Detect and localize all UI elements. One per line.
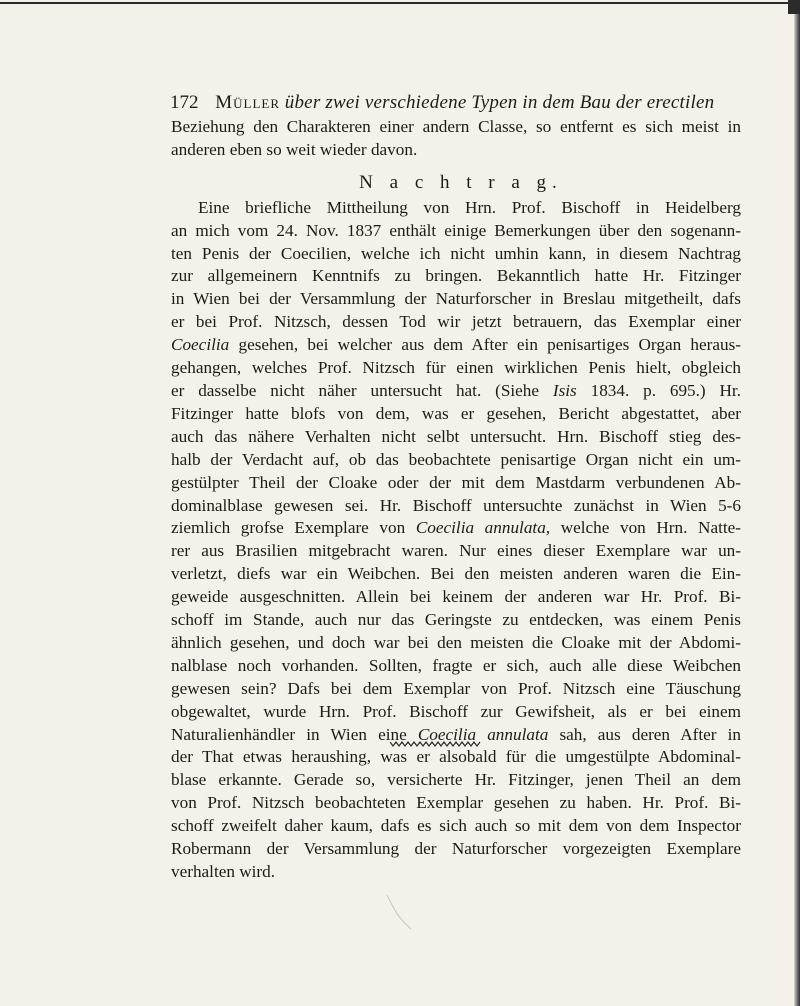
text-line: Beziehung den Charakteren einer andern Classe, so entfernt es sich meist in [171,117,741,136]
header-title: über zwei verschiedene Typen in dem Bau der erectilen [284,92,715,113]
text-run: gesehen, bei welcher aus dem After ein penisartiges Organ heraus- [229,335,741,355]
text-line: auch das nähere Verhalten nicht selbt untersucht. Hrn. Bischoff stieg des- [171,426,741,446]
paper-mark [385,893,415,933]
text-run: 1834. p. 695.) Hr. [576,380,741,400]
italic-term: Coecilia annulata [417,724,549,744]
section-title: N a c h t r a g. [359,171,563,193]
italic-term: Coecilia [171,335,230,355]
page-edge-tab [788,0,800,14]
text-line: rer aus Brasilien mitgebracht waren. Nur eines dieser Exemplare war un- [171,541,741,561]
text-line: anderen eben so weit wieder davon. [171,139,418,159]
text-line: schoff zweifelt daher kaum, dafs es sich auch so mit dem von dem Inspector [171,816,741,836]
text-run: er dasselbe nicht näher untersucht hat. (Siehe [171,380,553,400]
text-line: ten Penis der Coecilien, welche ich nicht umhin kann, in diesem Nachtrag [171,243,741,263]
italic-term: Isis [552,380,577,400]
page-edge [794,0,800,1006]
text-line: Robermann der Versammlung der Naturforscher vorgezeigten Exemplare [171,839,741,859]
text-line: gehangen, welches Prof. Nitzsch für einen wirklichen Penis hielt, obgleich [171,358,741,378]
page-number: 172 [170,92,199,113]
text-line [171,517,741,540]
text-line: er bei Prof. Nitzsch, dessen Tod wir jetzt betrauern, das Exemplar einer [171,312,741,332]
text-line: schoff im Stande, auch nur das Geringste zu entdecken, was einem Penis [171,610,741,630]
text-line: Eine briefliche Mittheilung von Hrn. Prof. Bischoff in Heidelberg [198,197,741,217]
text-line: in Wien bei der Versammlung der Naturforscher in Breslau mitgetheilt, dafs [171,289,741,309]
text-line: von Prof. Nitzsch beobachteten Exemplar gesehen zu haben. Hr. Prof. Bi- [171,793,741,813]
text-line: ähnlich gesehen, und doch war bei den meisten die Cloake mit der Abdomi- [171,632,741,652]
text-line: zur allgemeinern Kenntnifs zu bringen. Bekanntlich hatte Hr. Fitzinger [171,266,741,286]
text-line [171,380,741,403]
text-run: sah, aus deren After in [548,724,741,744]
wavy-rule-icon [390,740,482,748]
text-line: gewesen sein? Dafs bei dem Exemplar von Prof. Nitzsch eine Täuschung [171,678,741,698]
text-line: verletzt, diefs war ein Weibchen. Bei den meisten anderen waren die Ein- [171,564,741,584]
text-run: welche von Hrn. Natte- [550,518,741,538]
italic-term: Coecilia annulata, [415,518,551,538]
text-run: ziemlich grofse Exemplare von [171,518,416,538]
text-line: gestülpter Theil der Cloake oder der mit dem Mastdarm verbundenen Ab- [171,472,741,492]
text-line: halb der Verdacht auf, ob das beobachtete penisartige Organ nicht ein um- [171,449,741,469]
text-line: Fitzinger hatte blofs von dem, was er gesehen, Bericht abgestattet, aber [171,403,741,423]
text-line: nalblase noch vorhanden. Sollten, fragte er sich, auch alle diese Weibchen [171,655,741,675]
header-author: Müller [215,92,281,113]
text-line: verhalten wird. [171,862,276,881]
text-line: dominalblase gewesen sei. Hr. Bischoff untersuchte zunächst in Wien 5-6 [171,495,741,515]
top-rule [0,2,792,4]
text-run: Naturalienhändler in Wien eine [171,724,418,744]
text-line: obgewaltet, wurde Hrn. Prof. Bischoff zur Gewifsheit, als er bei einem [171,701,741,721]
text-line: geweide ausgeschnitten. Allein bei keinem der anderen war Hr. Prof. Bi- [171,587,741,607]
text-line: blase erkannte. Gerade so, versicherte Hr. Fitzinger, jenen Theil an dem [171,770,741,790]
running-header [170,92,730,114]
text-line: der That etwas heraushing, was er alsobald für die umgestülpte Abdominal- [171,747,741,767]
text-line [171,334,741,357]
text-line: an mich vom 24. Nov. 1837 enthält einige Bemerkungen über den sogenann- [171,220,741,240]
page-body [171,116,741,884]
